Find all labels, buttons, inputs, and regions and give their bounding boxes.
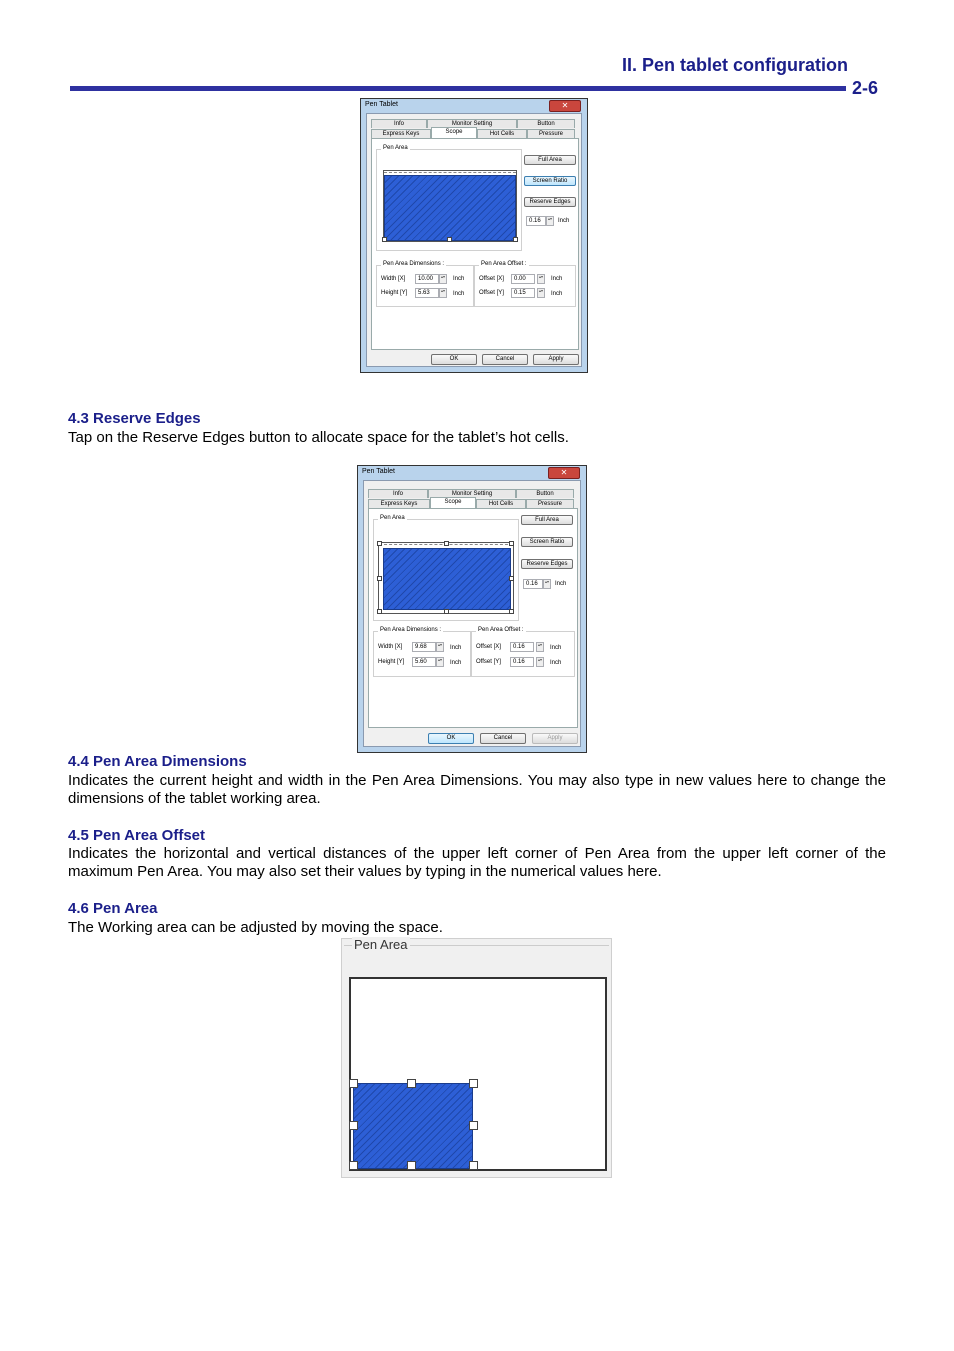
pen-tablet-dialog-1 [360, 98, 588, 373]
height-spinner[interactable]: ▴▾ [436, 657, 444, 667]
section-text-pen-area-dimensions: Indicates the current height and width in the Pen Area Dimensions. You may also type in new values here to change the dimensions of the tablet working area. [68, 772, 886, 807]
resize-handle[interactable] [513, 237, 518, 242]
offset-y-input[interactable]: 0.15 [511, 288, 535, 298]
pen-area-zoom [341, 938, 612, 1178]
width-label: Width [X] [378, 644, 403, 650]
apply-button[interactable]: Apply [532, 733, 578, 744]
offset-x-input[interactable]: 0.00 [511, 274, 535, 284]
tab-scope[interactable]: Scope [430, 497, 476, 508]
tab-monitor-setting[interactable]: Monitor Setting [427, 119, 517, 128]
cancel-button[interactable]: Cancel [482, 354, 528, 365]
resize-handle[interactable] [509, 576, 514, 581]
section-text-pen-area: The Working area can be adjusted by moving the space. [68, 919, 443, 936]
close-button[interactable]: ✕ [548, 467, 580, 479]
resize-handle[interactable] [469, 1121, 478, 1130]
resize-handle[interactable] [447, 237, 452, 242]
resize-handle[interactable] [349, 1121, 358, 1130]
inch-label: Inch [550, 660, 562, 666]
pen-area-group [373, 515, 519, 621]
max-pen-area [349, 977, 607, 1171]
inch-label: Inch [453, 276, 465, 282]
offset-x-label: Offset [X] [476, 644, 501, 650]
resize-handle[interactable] [377, 609, 382, 614]
section-heading-reserve-edges: 4.3 Reserve Edges [68, 410, 201, 427]
resize-handle[interactable] [444, 609, 449, 614]
header-rule [70, 86, 846, 91]
pen-area-label: Pen Area [383, 145, 408, 151]
offset-label: Pen Area Offset : [478, 627, 524, 633]
pen-area-group [376, 145, 522, 251]
tab-button[interactable]: Button [517, 119, 575, 128]
offset-x-spinner[interactable]: ▴▾ [536, 642, 544, 652]
full-area-button[interactable]: Full Area [524, 155, 576, 165]
resize-handle[interactable] [407, 1079, 416, 1088]
tab-info[interactable]: Info [368, 489, 428, 498]
full-area-button[interactable]: Full Area [521, 515, 573, 525]
pen-area-rect[interactable] [384, 175, 516, 241]
offset-x-input[interactable]: 0.16 [510, 642, 534, 652]
tab-monitor-setting[interactable]: Monitor Setting [428, 489, 516, 498]
width-input[interactable]: 9.68 [412, 642, 436, 652]
resize-handle[interactable] [469, 1079, 478, 1088]
inch-label: Inch [550, 645, 562, 651]
pen-area-rect[interactable] [383, 548, 511, 610]
inch-label: Inch [453, 291, 465, 297]
section-heading-pen-area-offset: 4.5 Pen Area Offset [68, 827, 205, 844]
resize-handle[interactable] [407, 1161, 416, 1170]
edge-size-spinner[interactable]: ▴▾ [543, 579, 551, 589]
inch-label: Inch [555, 581, 567, 587]
resize-handle[interactable] [377, 541, 382, 546]
dimensions-label: Pen Area Dimensions : [383, 261, 445, 267]
tab-express-keys[interactable]: Express Keys [368, 499, 430, 508]
pen-tablet-dialog-2 [357, 465, 587, 753]
inch-label: Inch [450, 660, 462, 666]
offset-x-label: Offset [X] [479, 276, 504, 282]
tab-button[interactable]: Button [516, 489, 574, 498]
header-title: II. Pen tablet configuration [621, 55, 848, 75]
section-heading-pen-area: 4.6 Pen Area [68, 900, 158, 917]
offset-y-input[interactable]: 0.16 [510, 657, 534, 667]
tab-express-keys[interactable]: Express Keys [371, 129, 431, 138]
offset-x-spinner[interactable]: ▴▾ [537, 274, 545, 284]
offset-group [474, 261, 576, 307]
height-input[interactable]: 5.63 [415, 288, 439, 298]
resize-handle[interactable] [509, 609, 514, 614]
reserve-edges-button[interactable]: Reserve Edges [524, 197, 576, 207]
width-spinner[interactable]: ▴▾ [436, 642, 444, 652]
page-number: 2-6 [852, 78, 879, 98]
dialog-body [366, 113, 582, 367]
offset-label: Pen Area Offset : [481, 261, 527, 267]
edge-size-input[interactable]: 0.16 [526, 216, 546, 226]
dialog-body [363, 480, 581, 747]
section-text-reserve-edges: Tap on the Reserve Edges button to allocate space for the tablet’s hot cells. [68, 429, 569, 446]
screen-ratio-button[interactable]: Screen Ratio [524, 176, 576, 186]
ok-button[interactable]: OK [431, 354, 477, 365]
height-input[interactable]: 5.60 [412, 657, 436, 667]
reserve-edges-button[interactable]: Reserve Edges [521, 559, 573, 569]
inch-label: Inch [551, 291, 563, 297]
resize-handle[interactable] [509, 541, 514, 546]
edge-size-spinner[interactable]: ▴▾ [546, 216, 554, 226]
offset-group [471, 627, 575, 677]
resize-handle[interactable] [349, 1079, 358, 1088]
width-spinner[interactable]: ▴▾ [439, 274, 447, 284]
pen-area-rect[interactable] [353, 1083, 473, 1169]
ok-button[interactable]: OK [428, 733, 474, 744]
width-label: Width [X] [381, 276, 406, 282]
tab-scope[interactable]: Scope [431, 127, 477, 138]
tab-pressure[interactable]: Pressure [526, 499, 574, 508]
resize-handle[interactable] [444, 541, 449, 546]
close-button[interactable]: ✕ [549, 100, 581, 112]
scope-panel [371, 138, 579, 350]
max-pen-area [383, 170, 517, 242]
dimensions-label: Pen Area Dimensions : [380, 627, 442, 633]
resize-handle[interactable] [382, 237, 387, 242]
max-pen-area [378, 542, 514, 614]
tab-hot-cells[interactable]: Hot Cells [477, 129, 527, 138]
inch-label: Inch [450, 645, 462, 651]
resize-handle[interactable] [469, 1161, 478, 1170]
offset-y-spinner[interactable]: ▴▾ [537, 288, 545, 298]
pen-area-zoom-label: Pen Area [354, 937, 408, 952]
resize-handle[interactable] [377, 576, 382, 581]
height-spinner[interactable]: ▴▾ [439, 288, 447, 298]
height-label: Height [Y] [381, 290, 408, 296]
resize-handle[interactable] [349, 1161, 358, 1170]
offset-y-spinner[interactable]: ▴▾ [536, 657, 544, 667]
section-text-pen-area-offset: Indicates the horizontal and vertical distances of the upper left corner of Pen Area from the upper left corner of the maximum Pen Area. You may also set their values by typing in the numerical values here. [68, 845, 886, 880]
dialog-title: Pen Tablet [365, 101, 398, 108]
tab-hot-cells[interactable]: Hot Cells [476, 499, 526, 508]
screen-ratio-button[interactable]: Screen Ratio [521, 537, 573, 547]
offset-y-label: Offset [Y] [479, 290, 504, 296]
scope-panel [368, 508, 578, 728]
tab-pressure[interactable]: Pressure [527, 129, 575, 138]
dialog-title: Pen Tablet [362, 468, 395, 475]
dimensions-group [376, 261, 474, 307]
height-label: Height [Y] [378, 659, 405, 665]
tab-info[interactable]: Info [371, 119, 427, 128]
offset-y-label: Offset [Y] [476, 659, 501, 665]
dimensions-group [373, 627, 471, 677]
inch-label: Inch [558, 218, 570, 224]
edge-size-input[interactable]: 0.16 [523, 579, 543, 589]
inch-label: Inch [551, 276, 563, 282]
section-heading-pen-area-dimensions: 4.4 Pen Area Dimensions [68, 753, 247, 770]
apply-button[interactable]: Apply [533, 354, 579, 365]
pen-area-label: Pen Area [380, 515, 405, 521]
cancel-button[interactable]: Cancel [480, 733, 526, 744]
width-input[interactable]: 10.00 [415, 274, 439, 284]
